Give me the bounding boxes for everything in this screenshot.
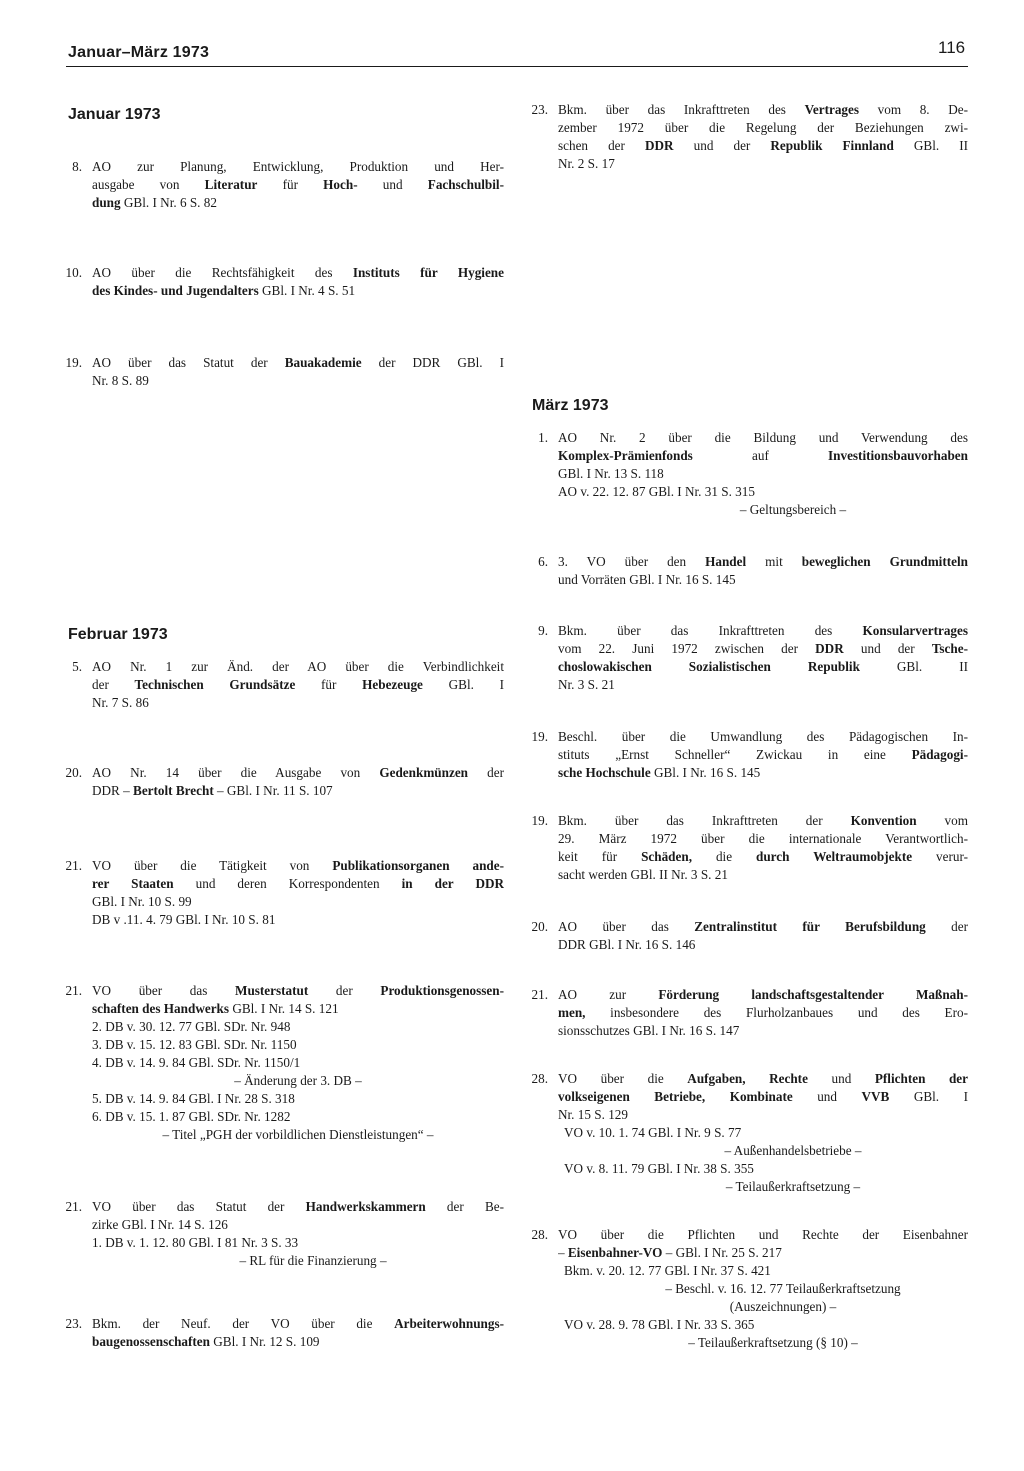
text-run: AO über das Statut der [92,355,285,370]
bold-term: men, [558,1005,586,1020]
text-run: – Geltungsbereich – [739,502,847,517]
text-run: GBl. I Nr. 16 S. 145 [650,765,761,780]
text-run: VO über die [558,1071,688,1086]
bold-term: Aufgaben, Rechte [687,1071,808,1086]
entry-line [558,676,968,694]
entry-line [92,782,504,800]
bold-term: Musterstatut [235,983,309,998]
text-run: AO zur Planung, Entwicklung, Produktion und Her- [92,159,504,174]
text-run: 3. VO über den [558,554,706,569]
bold-term: durch Weltraumobjekte [756,849,913,864]
entry-line [558,1070,968,1088]
bold-term: Handwerkskammern [305,1199,426,1214]
entry-line [92,1198,504,1216]
entry-line [92,764,504,782]
text-run: für [295,677,363,692]
text-run: der [468,765,504,780]
entry-number: 19. [65,355,82,370]
text-run: zember 1972 über die Regelung der Beziehungen zwi- [558,120,968,135]
entry-line [558,1088,968,1106]
entry-number: 6. [538,554,548,569]
text-run: VO v. 10. 1. 74 GBl. I Nr. 9 S. 77 [564,1125,742,1140]
entry-number: 21. [65,858,82,873]
entry-line [558,936,968,954]
text-run: (Auszeichnungen) – [729,1299,837,1314]
entry-line [558,1142,968,1160]
entry-line [92,354,504,372]
text-run: 29. März 1972 über die internationale Verantwortlich- [558,831,968,846]
text-run: – Änderung der 3. DB – [234,1073,362,1088]
entry-text [558,728,968,782]
section-heading-februar: Februar 1973 [68,626,168,643]
bold-term: Republik Finnland [770,138,894,153]
bold-term: Komplex-Prämienfonds [558,448,693,463]
entry-line [92,694,504,712]
section-heading-maerz: März 1973 [532,397,609,414]
text-run: Bkm. der Neuf. der VO über die [92,1316,395,1331]
entry-number: 9. [538,623,548,638]
entry-text [92,982,504,1144]
text-run: der Be- [425,1199,504,1214]
entry-line [558,1262,968,1280]
entry-line [558,119,968,137]
text-run: – Außenhandelsbetriebe – [724,1143,862,1158]
entry-number: 5. [72,659,82,674]
entry-line [92,875,504,893]
entry-text [92,158,504,212]
entry-text [92,1315,504,1351]
entry-line [558,1244,968,1262]
entry-line [92,1252,504,1270]
entry-line [558,1178,968,1196]
entry-line [558,155,968,173]
text-run: GBl. I Nr. 14 S. 121 [229,1001,339,1016]
entry-line [558,640,968,658]
bold-term: volkseigenen Betriebe, Kombinate [558,1089,793,1104]
entry-line [92,1054,504,1072]
entry-line [92,893,504,911]
entry-line [558,571,968,589]
text-run: 2. DB v. 30. 12. 77 GBl. SDr. Nr. 948 [92,1019,291,1034]
entry-line [558,501,968,519]
text-run: VO über die Pflichten und Rechte der Eisenbahner [558,1227,968,1242]
entry-text [558,1070,968,1196]
entry-line [558,1298,968,1316]
text-run: Nr. 2 S. 17 [558,156,615,171]
text-run: DB v .11. 4. 79 GBl. I Nr. 10 S. 81 [92,912,276,927]
entry-line [558,728,968,746]
text-run: – Beschl. v. 16. 12. 77 Teilaußerkraftsetzung [665,1281,901,1296]
entry-line [558,848,968,866]
entry-line [92,1333,504,1351]
text-run: und [792,1089,862,1104]
text-run: ausgabe von [92,177,205,192]
entry-number: 21. [65,1199,82,1214]
entry-line [558,101,968,119]
text-run: GBl. I Nr. 12 S. 109 [209,1334,320,1349]
entry-line [558,1124,968,1142]
entry-line [92,1234,504,1252]
entry-line [558,746,968,764]
bold-term: Investitionsbauvorhaben [828,448,968,463]
entry-line [92,911,504,929]
entry-text [558,1226,968,1352]
bold-term: VVB [861,1089,890,1104]
running-header-title: Januar–März 1973 [68,44,210,61]
bold-term: Schäden, [641,849,692,864]
entry-number: 23. [531,102,548,117]
bold-term: DDR [815,641,844,656]
text-run: AO v. 22. 12. 87 GBl. I Nr. 31 S. 315 [558,484,755,499]
bold-term: Handel [705,554,747,569]
text-run: VO über das Statut der [92,1199,306,1214]
entry-line [92,194,504,212]
text-run: 3. DB v. 15. 12. 83 GBl. SDr. Nr. 1150 [92,1037,297,1052]
entry-line [558,764,968,782]
text-run: stituts „Ernst Schneller“ Zwickau in eine [558,747,912,762]
bold-term: Bauakademie [284,355,362,370]
bold-term: in der DDR [401,876,504,891]
entry-line [92,1036,504,1054]
entry-number: 19. [531,813,548,828]
bold-term: rer Staaten [92,876,174,891]
text-run: schen der [558,138,645,153]
bold-term: des Kindes- und Jugendalters [92,283,259,298]
entry-number: 28. [531,1071,548,1086]
text-run: Bkm. über das Inkrafttreten der [558,813,851,828]
entry-text [558,429,968,519]
bold-term: Pflichten der [874,1071,968,1086]
text-run: der [92,677,135,692]
text-run: der [925,919,968,934]
entry-line [558,1334,968,1352]
text-run: und der [673,138,771,153]
bold-term: Eisenbahner-VO [567,1245,663,1260]
bold-term: sche Hochschule [558,765,651,780]
text-run: insbesondere des Flurholzanbaues und des Ero- [585,1005,968,1020]
text-run: der [308,983,381,998]
entry-number: 20. [65,765,82,780]
entry-text [92,264,504,300]
entry-number: 23. [65,1316,82,1331]
entry-line [92,264,504,282]
text-run: der DDR GBl. I [361,355,504,370]
entry-line [92,857,504,875]
text-run: keit für [558,849,642,864]
text-run: VO v. 28. 9. 78 GBl. I Nr. 33 S. 365 [564,1317,755,1332]
entry-text [92,1198,504,1270]
entry-line [558,1022,968,1040]
bold-term: Literatur [204,177,258,192]
entry-text [558,101,968,173]
text-run: zirke GBl. I Nr. 14 S. 126 [92,1217,228,1232]
entry-line [558,866,968,884]
text-run: AO über die Rechtsfähigkeit des [92,265,353,280]
entry-text [558,986,968,1040]
text-run: AO Nr. 1 zur Änd. der AO über die Verbindlichkeit [92,659,504,674]
entry-line [92,1090,504,1108]
bold-term: Gedenkmünzen [379,765,469,780]
bold-term: Produktionsgenossen- [380,983,504,998]
entry-line [558,465,968,483]
entry-line [558,830,968,848]
text-run: AO Nr. 2 über die Bildung und Verwendung des [558,430,968,445]
bold-term: Pädagogi- [911,747,968,762]
entry-number: 20. [531,919,548,934]
text-run: sionsschutzes GBl. I Nr. 16 S. 147 [558,1023,740,1038]
entry-text [558,918,968,954]
bold-term: baugenossenschaften [92,1334,210,1349]
entry-line [92,676,504,694]
entry-number: 28. [531,1227,548,1242]
text-run: vom 8. De- [859,102,968,117]
entry-text [558,622,968,694]
text-run: und [357,177,428,192]
entry-line [92,176,504,194]
text-run: und [807,1071,875,1086]
text-run: AO über das [558,919,695,934]
entry-number: 19. [531,729,548,744]
entry-number: 1. [538,430,548,445]
text-run: 4. DB v. 14. 9. 84 GBl. SDr. Nr. 1150/1 [92,1055,301,1070]
text-run: auf [692,448,829,463]
entry-line [92,1108,504,1126]
entry-text [92,857,504,929]
bold-term: schaften des Handwerks [92,1001,230,1016]
bold-term: Fachschulbil- [427,177,504,192]
entry-text [558,553,968,589]
bold-term: choslowakischen Sozialistischen Republik [558,659,860,674]
text-run: vom 22. Juni 1972 zwischen der [558,641,816,656]
entry-text [558,812,968,884]
entry-line [558,447,968,465]
text-run: Nr. 8 S. 89 [92,373,149,388]
text-run: DDR GBl. I Nr. 16 S. 146 [558,937,696,952]
entry-number: 21. [65,983,82,998]
text-run: GBl. II [893,138,968,153]
text-run: – GBl. I Nr. 11 S. 107 [213,783,333,798]
entry-text [92,764,504,800]
bold-term: Hoch- [323,177,358,192]
entry-line [92,1018,504,1036]
bold-term: dung [92,195,121,210]
text-run: GBl. I Nr. 13 S. 118 [558,466,664,481]
bold-term: Instituts für Hygiene [352,265,504,280]
text-run: 1. DB v. 1. 12. 80 GBl. I 81 Nr. 3 S. 33 [92,1235,299,1250]
text-run: – RL für die Finanzierung – [239,1253,387,1268]
entry-line [558,1160,968,1178]
bold-term: Zentralinstitut für Berufsbildung [694,919,926,934]
text-run: GBl. I Nr. 10 S. 99 [92,894,192,909]
entry-line [558,1280,968,1298]
bold-term: beweglichen Grundmitteln [801,554,968,569]
text-run: AO zur [558,987,659,1002]
entry-number: 10. [65,265,82,280]
bold-term: Technischen Grundsätze [134,677,296,692]
text-run: GBl. I [889,1089,968,1104]
bold-term: Arbeiterwohnungs- [394,1316,504,1331]
text-run: sacht werden GBl. II Nr. 3 S. 21 [558,867,728,882]
text-run: – Titel „PGH der vorbildlichen Dienstleistungen“ – [162,1127,434,1142]
entry-line [92,658,504,676]
text-run: GBl. I [422,677,504,692]
entry-line [92,1315,504,1333]
text-run: VO über das [92,983,235,998]
text-run: und Vorräten GBl. I Nr. 16 S. 145 [558,572,736,587]
entry-line [558,483,968,501]
bold-term: Tsche- [931,641,968,656]
text-run: GBl. I Nr. 6 S. 82 [120,195,217,210]
entry-line [558,553,968,571]
entry-text [92,658,504,712]
entry-line [92,1126,504,1144]
entry-line [558,429,968,447]
bold-term: Konsularvertrages [862,623,968,638]
entry-line [558,1226,968,1244]
bold-term: Förderung landschaftsgestaltender Maßnah- [658,987,968,1002]
entry-number: 21. [531,987,548,1002]
section-heading-januar: Januar 1973 [68,106,161,123]
entry-line [92,1000,504,1018]
text-run: Beschl. über die Umwandlung des Pädagogischen In- [558,729,968,744]
bold-term: Bertolt Brecht [133,783,214,798]
text-run: Bkm. über das Inkrafttreten des [558,102,805,117]
text-run: 5. DB v. 14. 9. 84 GBl. I Nr. 28 S. 318 [92,1091,295,1106]
text-run: für [257,177,324,192]
bold-term: Konvention [850,813,917,828]
entry-text [92,354,504,390]
entry-line [558,137,968,155]
bold-term: DDR [645,138,674,153]
bold-term: Hebezeuge [362,677,423,692]
entry-line [558,622,968,640]
text-run: – Teilaußerkraftsetzung – [725,1179,861,1194]
text-run: mit [746,554,802,569]
entry-line [92,372,504,390]
text-run: – Teilaußerkraftsetzung (§ 10) – [688,1335,858,1350]
text-run: VO über die Tätigkeit von [92,858,333,873]
text-run: GBl. II [859,659,968,674]
text-run: Nr. 3 S. 21 [558,677,615,692]
text-run: – GBl. I Nr. 25 S. 217 [662,1245,782,1260]
text-run: verur- [912,849,968,864]
page-number: 116 [938,38,966,57]
entry-line [558,1316,968,1334]
entry-line [92,1216,504,1234]
header-rule [66,66,968,67]
entry-line [92,982,504,1000]
text-run: 6. DB v. 15. 1. 87 GBl. SDr. Nr. 1282 [92,1109,291,1124]
entry-line [558,812,968,830]
text-run: vom [916,813,968,828]
entry-number: 8. [72,159,82,174]
entry-line [92,1072,504,1090]
entry-line [558,1106,968,1124]
bold-term: Vertrages [804,102,860,117]
entry-line [558,986,968,1004]
text-run: Bkm. über das Inkrafttreten des [558,623,863,638]
entry-line [558,1004,968,1022]
text-run: – [558,1245,568,1260]
text-run: VO v. 8. 11. 79 GBl. I Nr. 38 S. 355 [564,1161,754,1176]
entry-line [92,282,504,300]
text-run: Nr. 15 S. 129 [558,1107,628,1122]
text-run: Nr. 7 S. 86 [92,695,149,710]
entry-line [558,918,968,936]
text-run: Bkm. v. 20. 12. 77 GBl. I Nr. 37 S. 421 [564,1263,771,1278]
text-run: DDR – [92,783,134,798]
text-run: und der [843,641,932,656]
bold-term: Publikationsorganen ande- [332,858,504,873]
text-run: GBl. I Nr. 4 S. 51 [258,283,356,298]
text-run: die [692,849,757,864]
entry-line [558,658,968,676]
text-run: AO Nr. 14 über die Ausgabe von [92,765,380,780]
text-run: und deren Korrespondenten [173,876,402,891]
entry-line [92,158,504,176]
